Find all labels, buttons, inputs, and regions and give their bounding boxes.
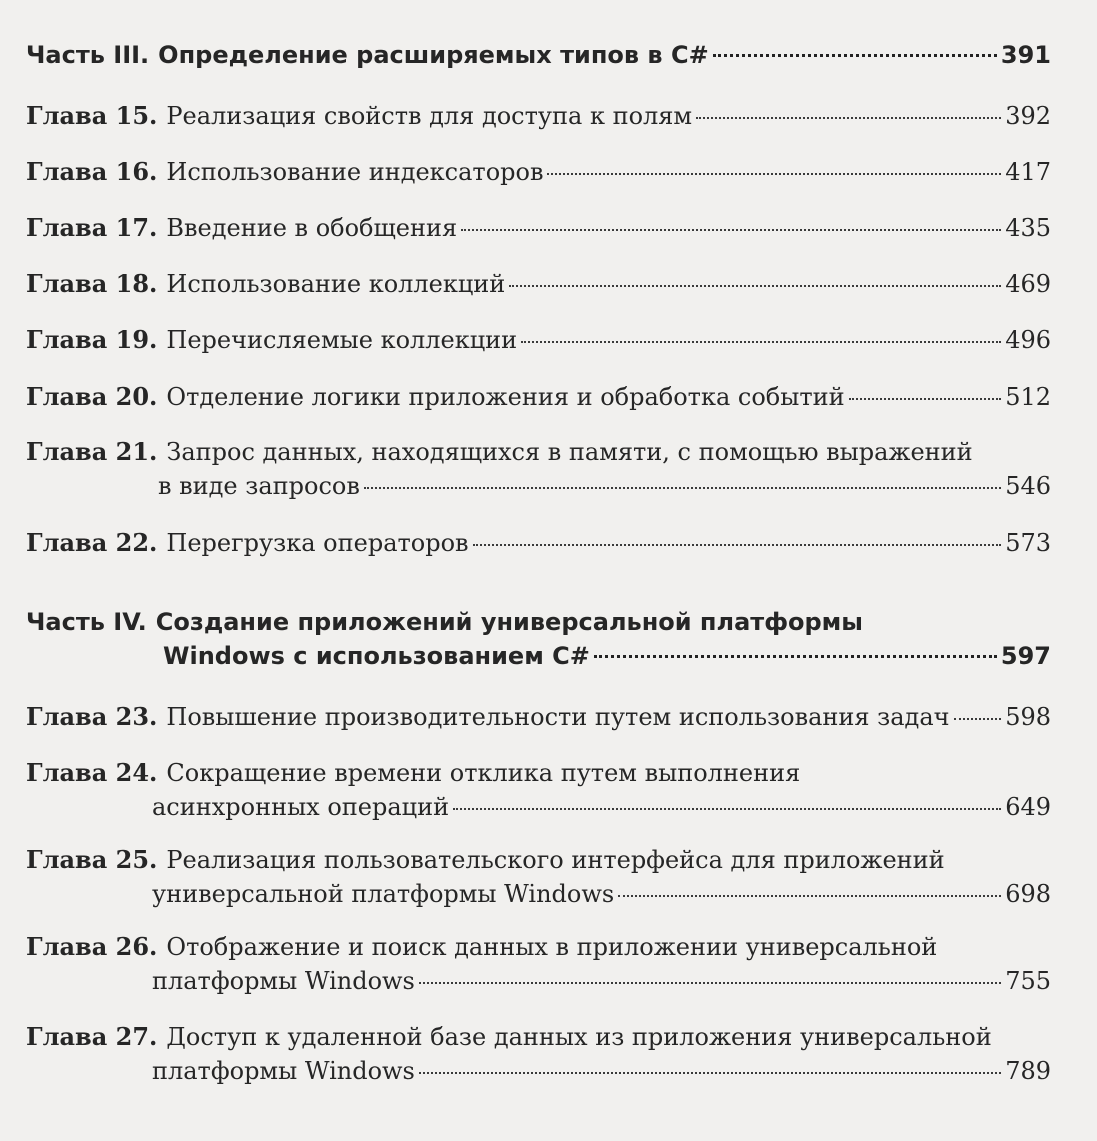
chapter-title-continued: универсальной платформы Windows [152,880,615,908]
page-number: 392 [1005,102,1051,130]
chapter-title: Реализация свойств для доступа к полям [166,102,693,130]
dot-leader [521,340,1001,343]
chapter-label: Глава 19. [26,325,158,354]
chapter-title: Введение в обобщения [166,214,458,242]
chapter-label: Глава 27. [26,1022,158,1051]
page-number: 417 [1005,158,1051,186]
chapter-label: Глава 26. [26,932,158,961]
dot-leader [954,717,1002,720]
chapter-title: Использование индексаторов [166,158,544,186]
part-title-continued: Windows с использованием C# [163,642,590,670]
chapter-title: Отображение и поиск данных в приложении универсальной [166,933,938,961]
toc-chapter-19 [26,323,1051,357]
chapter-label: Глава 17. [26,213,158,242]
toc-chapter-17 [26,211,1051,245]
chapter-title: Запрос данных, находящихся в памяти, с помощью выражений [166,438,973,466]
dot-leader [849,397,1002,400]
dot-leader [419,1071,1001,1074]
page-number: 469 [1005,270,1051,298]
chapter-title-continued: платформы Windows [152,1057,415,1085]
dot-leader [473,543,1002,546]
toc-chapter-15 [26,99,1051,133]
part-label: Часть IV. [26,608,147,636]
toc-chapter-20 [26,380,1051,414]
page-number: 598 [1005,703,1051,731]
dot-leader [696,116,1001,119]
page-number: 573 [1005,529,1051,557]
dot-leader [594,654,997,658]
page-number: 435 [1005,214,1051,242]
chapter-label: Глава 24. [26,758,158,787]
toc-chapter-16 [26,155,1051,189]
dot-leader [618,894,1001,897]
chapter-title-continued: платформы Windows [152,967,415,995]
toc-part-4 [26,605,1051,673]
chapter-label: Глава 23. [26,702,158,731]
toc-part-3 [26,38,1051,72]
page-number: 512 [1005,383,1051,411]
toc-chapter-24 [26,756,1051,824]
toc-chapter-21 [26,435,1051,503]
page-number: 649 [1005,793,1051,821]
chapter-title: Отделение логики приложения и обработка событий [166,383,845,411]
toc-chapter-22 [26,526,1051,560]
page-number: 496 [1005,326,1051,354]
chapter-title: Перегрузка операторов [166,529,469,557]
part-title: Определение расширяемых типов в C# [158,41,709,69]
toc-chapter-26 [26,930,1051,998]
chapter-title: Реализация пользовательского интерфейса для приложений [166,846,945,874]
toc-chapter-27 [26,1020,1051,1088]
chapter-label: Глава 25. [26,845,158,874]
chapter-title: Повышение производительности путем использования задач [166,703,950,731]
chapter-title: Доступ к удаленной базе данных из приложения универсальной [166,1023,992,1051]
dot-leader [461,228,1001,231]
dot-leader [419,981,1001,984]
dot-leader [547,172,1001,175]
page-number: 597 [1000,642,1051,670]
toc-chapter-25 [26,843,1051,911]
toc-chapter-23 [26,700,1051,734]
chapter-label: Глава 18. [26,269,158,298]
page-number: 789 [1005,1057,1051,1085]
part-title: Создание приложений универсальной платформы [155,608,863,636]
page-number: 391 [1000,41,1051,69]
dot-leader [713,53,997,57]
toc-chapter-18 [26,267,1051,301]
dot-leader [509,284,1001,287]
chapter-label: Глава 20. [26,382,158,411]
dot-leader [364,486,1001,489]
page-number: 546 [1005,472,1051,500]
chapter-title: Сокращение времени отклика путем выполнения [166,759,801,787]
chapter-title-continued: в виде запросов [158,472,360,500]
chapter-label: Глава 22. [26,528,158,557]
chapter-title: Перечисляемые коллекции [166,326,518,354]
page-number: 755 [1005,967,1051,995]
chapter-title-continued: асинхронных операций [152,793,450,821]
dot-leader [453,807,1001,810]
page-number: 698 [1005,880,1051,908]
chapter-label: Глава 16. [26,157,158,186]
chapter-title: Использование коллекций [166,270,506,298]
chapter-label: Глава 15. [26,101,158,130]
part-label: Часть III. [26,41,150,69]
chapter-label: Глава 21. [26,437,158,466]
